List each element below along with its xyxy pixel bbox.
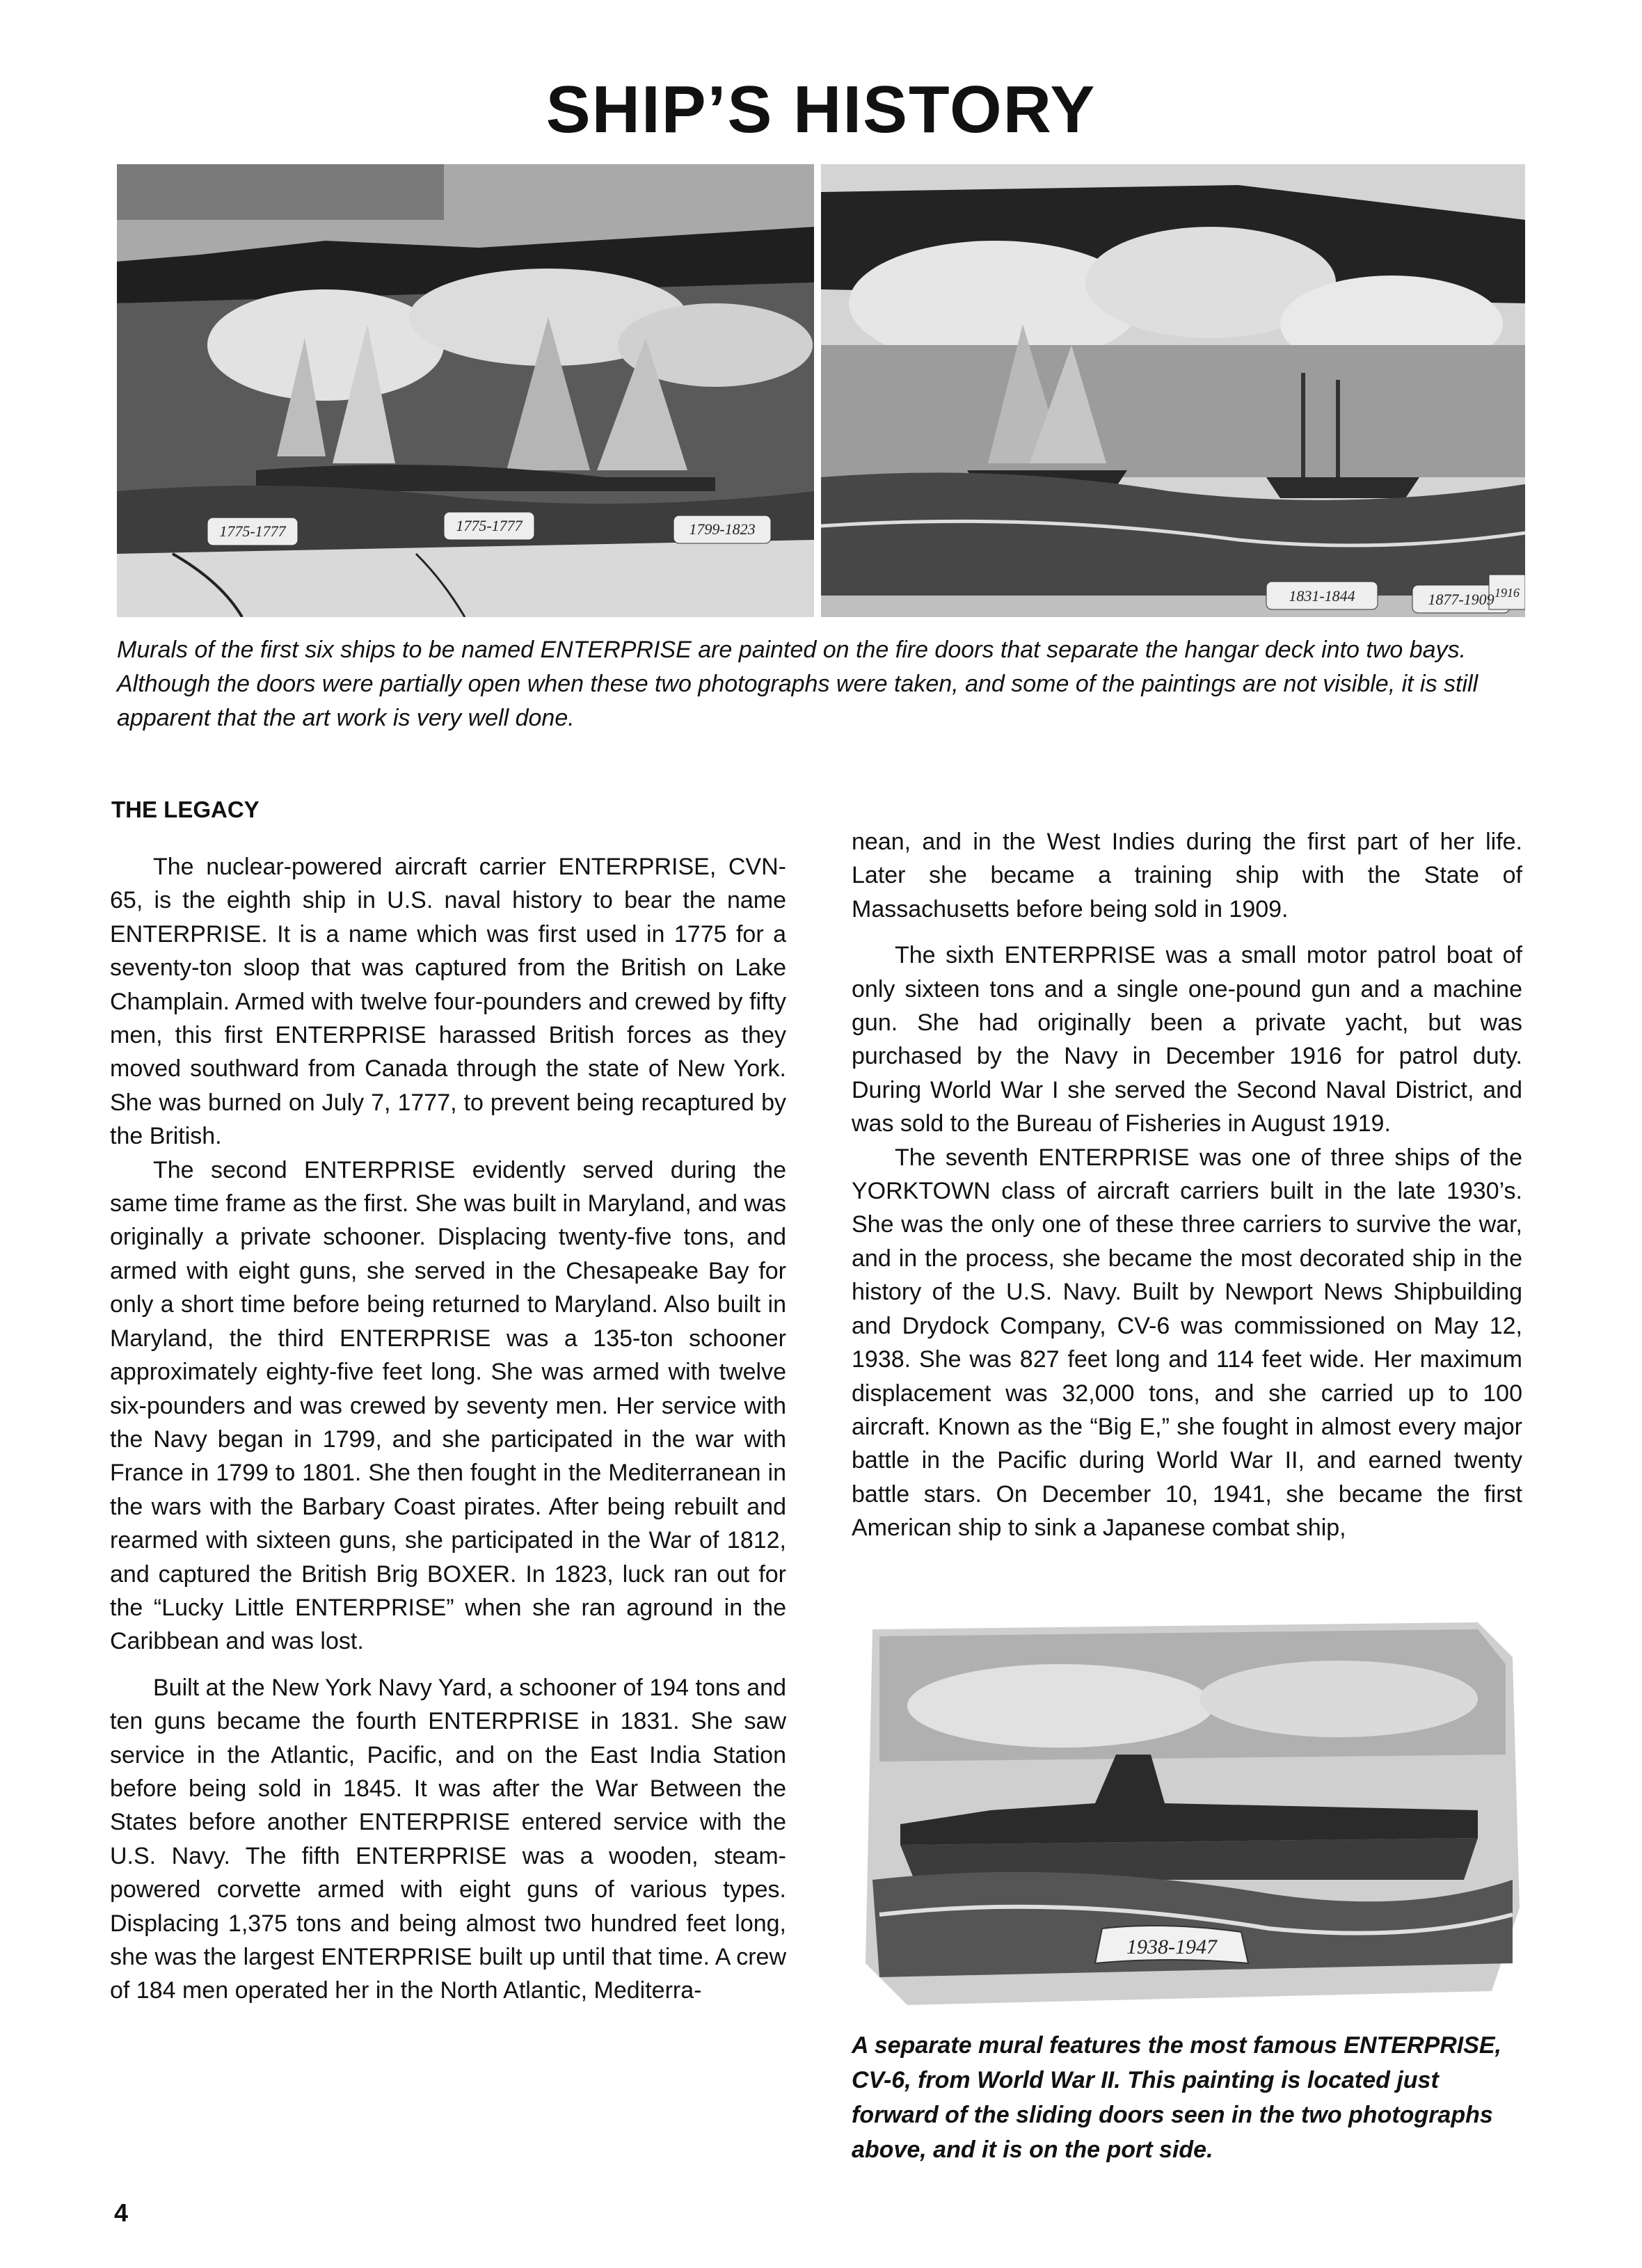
- carrier-mural-photo-icon: [852, 1615, 1525, 2015]
- mural-plate-6: 1916: [1494, 586, 1520, 600]
- mural-plate-3: 1799-1823: [689, 520, 756, 538]
- page-number: 4: [114, 2198, 129, 2227]
- left-column: [110, 850, 786, 2008]
- mural-plate-2: 1775-1777: [456, 517, 523, 534]
- paragraph: The second ENTERPRISE evidently served during the same time frame as the first. She was built in Maryland, and was originally a private schooner. Displacing twenty-five tons, and armed with eight guns, she served in the Chesapeake Bay for only a short time before being returned to Maryland. Also built in Maryland, the third ENTERPRISE was a 135-ton schooner approximately eighty-five feet long. She was armed with twelve six-pounders and was crewed by seventy men. Her service with the Navy began in 1799, and she participated in the war with France in 1799 to 1801. She then fought in the Mediterranean in the wars with the Barbary Coast pirates. After being rebuilt and rearmed with sixteen guns, she participated in the War of 1812, and captured the British Brig BOXER. In 1823, luck ran out for the “Lucky Little ENTERPRISE” when she ran aground in the Caribbean and was lost.: [110, 1156, 786, 1655]
- ship-mural-photo-icon: [117, 164, 814, 617]
- paragraph: The sixth ENTERPRISE was a small motor patrol boat of only sixteen tons and a single one-pound gun and a machine gun. She had originally been a private yacht, but was purchased by the Navy in December 1916 for patrol duty. During World War I she served the Second Naval District, and was sold to the Bureau of Fisheries in August 1919.: [852, 942, 1522, 1137]
- ship-mural-photo-icon: [821, 164, 1525, 617]
- cv6-photo-caption: A separate mural features the most famous ENTERPRISE, CV-6, from World War II. This painting is located just forward of the sliding doors seen in the two photographs above, and it is on the port side.: [852, 2032, 1502, 2163]
- top-photo-caption: Murals of the first six ships to be named ENTERPRISE are painted on the fire doors that separate the hangar deck into two bays. Although the doors were partially open when these two photographs were taken, and some of the paintings are not visible, it is still apparent that the art work is very well done.: [117, 637, 1478, 731]
- right-column: [852, 825, 1522, 1545]
- mural-photo-cv6: [852, 1615, 1525, 2015]
- paragraph: The nuclear-powered aircraft carrier ENTERPRISE, CVN-65, is the eighth ship in U.S. naval history to bear the name ENTERPRISE. It is a name which was first used in 1775 for a seventy-ton sloop that was captured from the British on Lake Champlain. Armed with twelve four-pounders and crewed by fifty men, this first ENTERPRISE harassed British forces as they moved southward from Canada through the state of New York. She was burned on July 7, 1777, to prevent being recaptured by the British.: [110, 854, 786, 1150]
- paragraph: nean, and in the West Indies during the first part of her life. Later she became a training ship with the State of Massachusetts before being sold in 1909.: [852, 829, 1522, 923]
- paragraph: Built at the New York Navy Yard, a schooner of 194 tons and ten guns became the fourth ENTERPRISE in 1831. She saw service in the Atlantic, Pacific, and on the East India Station before being sold in 1845. It was after the War Between the States before another ENTERPRISE entered service with the U.S. Navy. The fifth ENTERPRISE was a wooden, steam-powered corvette armed with eight guns of various types. Displacing 1,375 tons and being almost two hundred feet long, she was the largest ENTERPRISE built up until that time. A crew of 184 men operated her in the North Atlantic, Mediterra-: [110, 1674, 786, 2004]
- mural-plate-1: 1775-1777: [219, 522, 286, 540]
- mural-photo-left: [117, 164, 814, 617]
- mural-plate-5: 1877-1909: [1428, 591, 1494, 608]
- mural-plate-4: 1831-1844: [1289, 587, 1355, 605]
- paragraph: The seventh ENTERPRISE was one of three ships of the YORKTOWN class of aircraft carriers built in the late 1930’s. She was the only one of these three carriers to survive the war, and in the process, she became the most decorated ship in the history of the U.S. Navy. Built by Newport News Shipbuilding and Drydock Company, CV-6 was commissioned on May 12, 1938. She was 827 feet long and 114 feet wide. Her maximum displacement was 32,000 tons, and she carried up to 100 aircraft. Known as the “Big E,” she fought in almost every major battle in the Pacific during World War II, and earned twenty battle stars. On December 10, 1941, she became the first American ship to sink a Japanese combat ship,: [852, 1144, 1522, 1542]
- section-heading: THE LEGACY: [111, 797, 260, 822]
- page-title: SHIP’S HISTORY: [545, 72, 1097, 147]
- mural-plate-cv6: 1938-1947: [1126, 1935, 1217, 1958]
- mural-photo-right: [821, 164, 1525, 617]
